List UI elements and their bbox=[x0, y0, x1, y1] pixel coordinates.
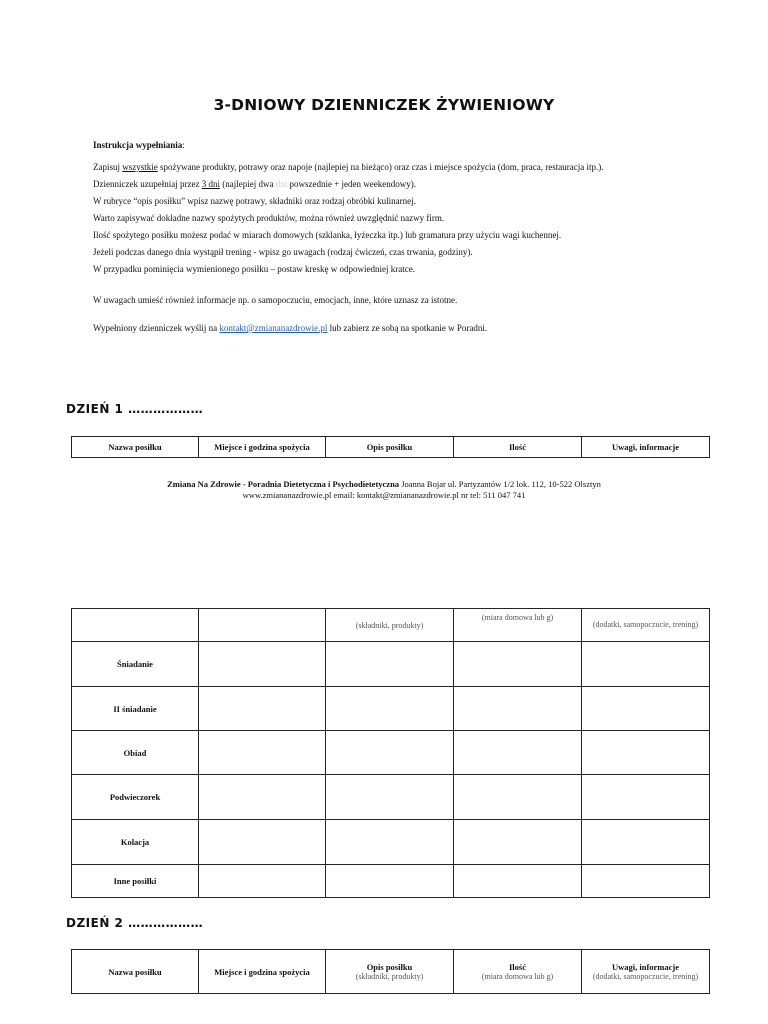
instruction-faint-text: dni bbox=[275, 179, 288, 189]
header-hint: (składniki, produkty) bbox=[355, 971, 424, 981]
instruction-line bbox=[93, 322, 693, 334]
instruction-line: Ilość spożytego posiłku możesz podać w miarach domowych (szklanka, łyżeczka itp.) lub gramatura przy użyciu wagi kuchennej. bbox=[93, 230, 562, 240]
header-label: Ilość bbox=[509, 961, 526, 972]
entry-cell[interactable] bbox=[582, 687, 710, 731]
instruction-text: Wypełniony dzienniczek wyślij na bbox=[93, 323, 220, 333]
contact-email-link[interactable]: kontakt@zmiananazdrowie.pl bbox=[219, 323, 328, 333]
instruction-line: W uwagach umieść również informacje np. o samopoczuciu, emocjach, inne, które uznasz za istotne. bbox=[93, 295, 458, 305]
entry-cell[interactable] bbox=[454, 865, 582, 898]
instruction-text: (najlepiej dwa bbox=[219, 179, 276, 189]
meal-name: Obiad bbox=[72, 731, 199, 775]
meal-name: Kolacja bbox=[72, 820, 199, 865]
table-subheader-row bbox=[72, 609, 710, 642]
meal-name: Inne posiłki bbox=[72, 865, 199, 898]
header-label: Uwagi, informacje bbox=[611, 961, 680, 972]
header-place-time: Miejsce i godzina spożycia bbox=[199, 437, 326, 458]
header-hint: (dodatki, samopoczucie, trening) bbox=[592, 971, 699, 981]
entry-cell[interactable] bbox=[454, 775, 582, 820]
subheader-quantity-hint: (miara domowa lub g) bbox=[454, 609, 582, 642]
entry-cell[interactable] bbox=[582, 642, 710, 687]
entry-cell[interactable] bbox=[454, 820, 582, 865]
entry-cell[interactable] bbox=[454, 642, 582, 687]
meal-name: Podwieczorek bbox=[72, 775, 199, 820]
entry-cell[interactable] bbox=[326, 775, 454, 820]
header-meal-description bbox=[326, 950, 454, 994]
table-header-row bbox=[72, 437, 710, 458]
header-meal-description: Opis posiłku bbox=[326, 437, 454, 458]
meal-name: II śniadanie bbox=[72, 687, 199, 731]
footer-contact: www.zmiananazdrowie.pl email: kontakt@zmiananazdrowie.pl nr tel: 511 047 741 bbox=[242, 490, 526, 500]
instruction-emphasis: wszystkie bbox=[122, 162, 158, 172]
instruction-line bbox=[93, 161, 693, 173]
table-row bbox=[72, 865, 710, 898]
table-row bbox=[72, 775, 710, 820]
instruction-text: Zapisuj bbox=[93, 162, 123, 172]
instruction-line bbox=[93, 178, 693, 190]
document-title: 3-DNIOWY DZIENNICZEK ŻYWIENIOWY bbox=[213, 96, 555, 114]
entry-cell[interactable] bbox=[326, 820, 454, 865]
header-hint: (miara domowa lub g) bbox=[481, 971, 554, 981]
instruction-line: Warto zapisywać dokładne nazwy spożytych produktów, można również uwzględnić nazwy firm. bbox=[93, 213, 445, 223]
entry-cell[interactable] bbox=[326, 687, 454, 731]
instruction-emphasis: 3 dni bbox=[201, 179, 220, 189]
footer-line bbox=[0, 479, 768, 490]
table-row bbox=[72, 820, 710, 865]
instructions-heading: Instrukcja wypełniania bbox=[93, 140, 183, 150]
header-notes bbox=[582, 950, 710, 994]
page-footer bbox=[0, 479, 768, 501]
empty-cell bbox=[72, 609, 199, 642]
instructions-list bbox=[93, 161, 693, 275]
footer-clinic-name: Zmiana Na Zdrowie - Poradnia Dietetyczna i Psychodietetyczna bbox=[167, 479, 400, 489]
instructions-send bbox=[93, 322, 693, 334]
entry-cell[interactable] bbox=[582, 865, 710, 898]
meal-name: Śniadanie bbox=[72, 642, 199, 687]
instructions-notes bbox=[93, 294, 693, 306]
header-quantity bbox=[454, 950, 582, 994]
table-row bbox=[72, 642, 710, 687]
empty-cell bbox=[199, 609, 326, 642]
table-row bbox=[72, 731, 710, 775]
entry-cell[interactable] bbox=[326, 731, 454, 775]
day-2-heading: DZIEŃ 2 ……………… bbox=[66, 916, 204, 930]
header-quantity: Ilość bbox=[454, 437, 582, 458]
instruction-text: Dzienniczek uzupełniaj przez bbox=[93, 179, 202, 189]
instruction-line: Jeżeli podczas danego dnia wystąpił trening - wpisz go uwagach (rodzaj ćwiczeń, czas trwania, godziny). bbox=[93, 247, 473, 257]
entry-cell[interactable] bbox=[454, 687, 582, 731]
entry-cell[interactable] bbox=[199, 642, 326, 687]
header-meal-name: Nazwa posiłku bbox=[72, 950, 199, 994]
entry-cell[interactable] bbox=[582, 820, 710, 865]
instruction-text: spożywane produkty, potrawy oraz napoje (najlepiej na bieżąco) oraz czas i miejsce spożycia (dom, praca, restauracja itp.). bbox=[157, 162, 604, 172]
subheader-description-hint: (składniki, produkty) bbox=[326, 609, 454, 642]
instruction-line: W przypadku pominięcia wymienionego posiłku – postaw kreskę w odpowiedniej kratce. bbox=[93, 264, 416, 274]
instructions-heading-colon: : bbox=[182, 140, 185, 150]
entry-cell[interactable] bbox=[199, 820, 326, 865]
table-header-row bbox=[72, 950, 710, 994]
footer-address: Joanna Bojar ul. Partyzantów 1/2 lok. 112, 10-522 Olsztyn bbox=[399, 479, 601, 489]
day-1-meal-table bbox=[71, 608, 710, 898]
header-place-time: Miejsce i godzina spożycia bbox=[199, 950, 326, 994]
subheader-notes-hint: (dodatki, samopoczucie, trening) bbox=[582, 609, 710, 642]
instruction-line: W rubryce “opis posiłku” wpisz nazwę potrawy, składniki oraz rodzaj obróbki kulinarnej. bbox=[93, 196, 416, 206]
day-1-heading: DZIEŃ 1 ……………… bbox=[66, 402, 204, 416]
entry-cell[interactable] bbox=[582, 775, 710, 820]
entry-cell[interactable] bbox=[199, 731, 326, 775]
instructions-heading-line bbox=[93, 139, 693, 151]
entry-cell[interactable] bbox=[454, 731, 582, 775]
day-1-header-table bbox=[71, 436, 710, 458]
entry-cell[interactable] bbox=[199, 775, 326, 820]
table-row bbox=[72, 687, 710, 731]
entry-cell[interactable] bbox=[326, 642, 454, 687]
header-meal-name: Nazwa posiłku bbox=[72, 437, 199, 458]
header-notes: Uwagi, informacje bbox=[582, 437, 710, 458]
instruction-text: powszednie + jeden weekendowy). bbox=[287, 179, 417, 189]
header-label: Opis posiłku bbox=[366, 961, 413, 972]
instruction-text: lub zabierz ze sobą na spotkanie w Poradni. bbox=[327, 323, 488, 333]
entry-cell[interactable] bbox=[582, 731, 710, 775]
day-2-header-table bbox=[71, 949, 710, 994]
entry-cell[interactable] bbox=[199, 687, 326, 731]
entry-cell[interactable] bbox=[199, 865, 326, 898]
entry-cell[interactable] bbox=[326, 865, 454, 898]
